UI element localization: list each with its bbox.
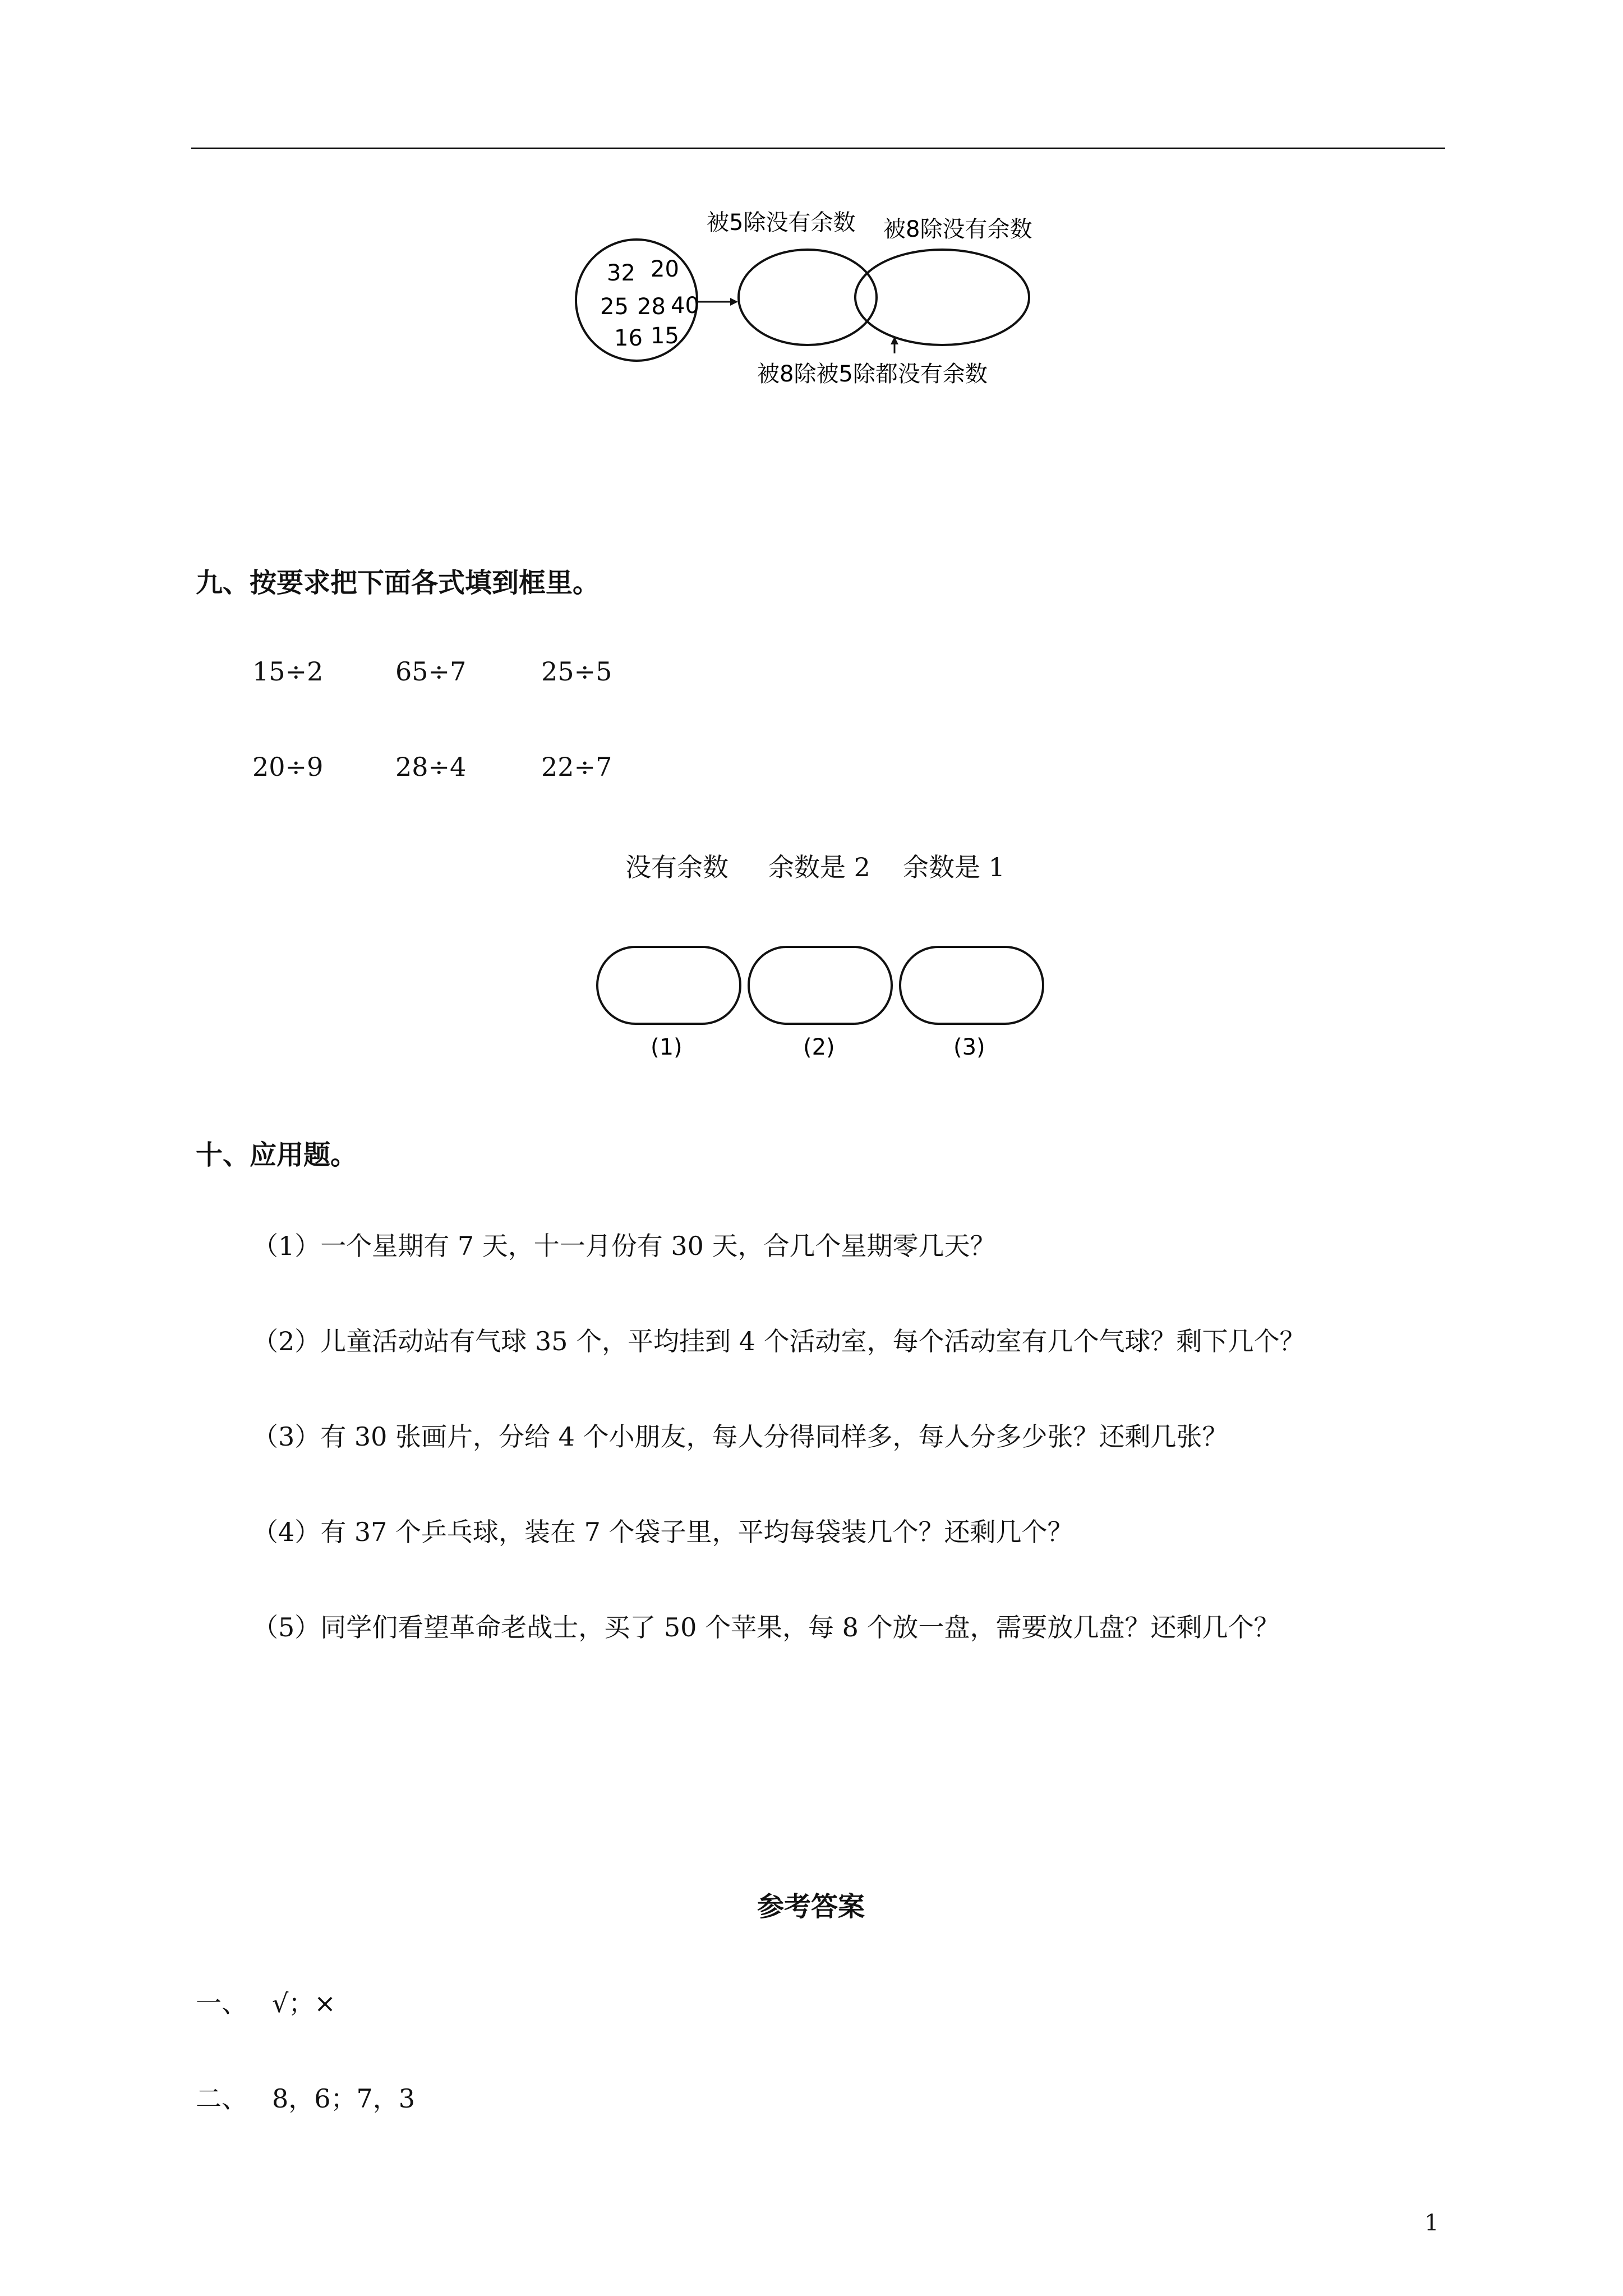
venn-number: 16 xyxy=(614,325,643,351)
question: （5）同学们看望革命老战士，买了 50 个苹果，每 8 个放一盘，需要放几盘？还剩几个？ xyxy=(252,1612,1280,1642)
box-label: (2) xyxy=(803,1034,835,1060)
question: （4）有 37 个乒乓球，装在 7 个袋子里，平均每袋装几个？还剩几个？ xyxy=(252,1517,1073,1547)
label-div5: 被5除没有余数 xyxy=(707,210,856,236)
venn-number: 28 xyxy=(637,294,666,320)
answer-value: √；× xyxy=(272,1988,336,2018)
box-label: (1) xyxy=(651,1034,683,1060)
answers-title: 参考答案 xyxy=(757,1891,865,1922)
section10-title: 十、应用题。 xyxy=(196,1139,358,1171)
venn-number: 40 xyxy=(671,293,699,319)
venn-number: 32 xyxy=(607,260,635,286)
question: （1）一个星期有 7 天，十一月份有 30 天，合几个星期零几天？ xyxy=(252,1231,996,1261)
answer-label: 二、 xyxy=(196,2083,247,2114)
category-label: 余数是 2 xyxy=(768,852,870,882)
expression: 25÷5 xyxy=(541,656,612,687)
expression: 65÷7 xyxy=(395,656,467,687)
category-label: 没有余数 xyxy=(625,852,728,882)
answer-box xyxy=(900,947,1043,1024)
answer-box xyxy=(597,947,740,1024)
label-both: 被8除被5除都没有余数 xyxy=(757,361,988,387)
venn-number: 25 xyxy=(600,294,629,320)
expression: 20÷9 xyxy=(252,752,324,782)
venn-number: 15 xyxy=(651,323,679,349)
answer-value: 8，6；7，3 xyxy=(272,2083,416,2114)
category-label: 余数是 1 xyxy=(903,852,1005,882)
expression: 28÷4 xyxy=(395,752,467,782)
answer-label: 一、 xyxy=(196,1988,247,2018)
venn-diagram xyxy=(572,196,1077,409)
expression: 15÷2 xyxy=(252,656,324,687)
arrow-right-icon xyxy=(730,298,738,306)
answer-box xyxy=(749,947,892,1024)
page-number: 1 xyxy=(1424,2210,1439,2236)
expression: 22÷7 xyxy=(541,752,612,782)
label-div8: 被8除没有余数 xyxy=(883,217,1032,242)
set-div8 xyxy=(855,250,1029,345)
question: （3）有 30 张画片，分给 4 个小朋友，每人分得同样多，每人分多少张？还剩几张？ xyxy=(252,1421,1228,1452)
header-rule xyxy=(191,148,1445,149)
section9-title: 九、按要求把下面各式填到框里。 xyxy=(196,567,600,599)
venn-number: 20 xyxy=(651,256,679,282)
answer-boxes xyxy=(594,942,1054,1071)
question: （2）儿童活动站有气球 35 个，平均挂到 4 个活动室，每个活动室有几个气球？剩下几个？ xyxy=(252,1326,1306,1356)
box-label: (3) xyxy=(953,1034,985,1060)
